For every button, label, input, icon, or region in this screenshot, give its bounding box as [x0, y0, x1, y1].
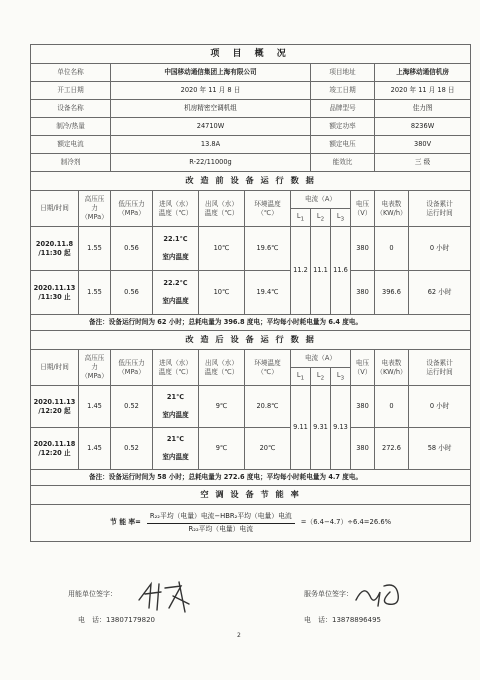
col-header-l3: $L_3$	[331, 368, 351, 386]
col-header-runtime: 设备累计 运行时间	[409, 350, 471, 386]
overview-label: 额定功率	[311, 118, 375, 136]
overview-value: 机房精密空调机组	[111, 100, 311, 118]
cell-high-pressure: 1.55	[79, 271, 111, 315]
col-header-voltage: 电压 （V）	[351, 191, 375, 227]
before-section-title: 改 造 前 设 备 运 行 数 据	[31, 172, 471, 191]
cell-current-l3: 9.13	[331, 386, 351, 470]
formula-numerator: R₂₂平均（电量）电流−HBR₂平均（电量）电流	[147, 512, 295, 523]
cell-high-pressure: 1.45	[79, 428, 111, 470]
col-header-low-pressure: 低压压力 （MPa）	[111, 350, 153, 386]
overview-label: 制冷剂	[31, 154, 111, 172]
overview-label: 品牌型号	[311, 100, 375, 118]
after-note: 备注：设备运行时间为 58 小时；总耗电量为 272.6 度电；平均每小时耗电量为 4.7 度电。	[31, 470, 471, 486]
cell-voltage: 380	[351, 227, 375, 271]
overview-value: 2020 年 11 月 8 日	[111, 82, 311, 100]
cell-datetime: 2020.11.13 /12:20 起	[31, 386, 79, 428]
overview-label: 单位名称	[31, 64, 111, 82]
overview-value: 佳力图	[375, 100, 471, 118]
overview-label: 项目地址	[311, 64, 375, 82]
cell-inlet-temp: 22.2℃ 室内温度	[153, 271, 199, 315]
col-header-ambient-temp: 环境温度 （℃）	[245, 350, 291, 386]
table-row	[31, 271, 471, 315]
cell-inlet-temp: 21℃ 室内温度	[153, 428, 199, 470]
cell-ambient-temp: 19.6℃	[245, 227, 291, 271]
overview-value: 上海移动通信机房	[375, 64, 471, 82]
cell-runtime: 0 小时	[409, 386, 471, 428]
cell-low-pressure: 0.52	[111, 428, 153, 470]
overview-label: 开工日期	[31, 82, 111, 100]
cell-runtime: 58 小时	[409, 428, 471, 470]
col-header-high-pressure: 高压压 力 （MPa）	[79, 191, 111, 227]
col-header-l1: $L_1$	[291, 368, 311, 386]
page-number: 2	[237, 632, 241, 639]
overview-label: 额定电压	[311, 136, 375, 154]
col-header-low-pressure: 低压压力 （MPa）	[111, 191, 153, 227]
cell-current-l3: 11.6	[331, 227, 351, 315]
cell-voltage: 380	[351, 428, 375, 470]
cell-voltage: 380	[351, 271, 375, 315]
service-signature-label: 服务单位签字：	[304, 590, 353, 598]
formula-label: 节 能 率=	[110, 518, 141, 527]
table-row	[31, 227, 471, 271]
overview-value: 13.8A	[111, 136, 311, 154]
formula-result: =（6.4−4.7）÷6.4=26.6%	[300, 518, 392, 527]
user-handwritten-signature	[135, 578, 197, 616]
col-header-datetime: 日期/时间	[31, 191, 79, 227]
overview-value: 中国移动通信集团上海有限公司	[111, 64, 311, 82]
cell-runtime: 0 小时	[409, 227, 471, 271]
cell-high-pressure: 1.55	[79, 227, 111, 271]
col-header-l1: $L_1$	[291, 209, 311, 227]
col-header-inlet-temp: 进风（水） 温度（℃）	[153, 350, 199, 386]
overview-label: 设备名称	[31, 100, 111, 118]
overview-value: 24710W	[111, 118, 311, 136]
cell-low-pressure: 0.52	[111, 386, 153, 428]
col-header-high-pressure: 高压压 力 （MPa）	[79, 350, 111, 386]
col-header-runtime: 设备累计 运行时间	[409, 191, 471, 227]
overview-title: 项 目 概 况	[31, 45, 471, 64]
col-header-meter: 电表数 （KW/h）	[375, 350, 409, 386]
cell-ambient-temp: 20℃	[245, 428, 291, 470]
cell-low-pressure: 0.56	[111, 271, 153, 315]
service-handwritten-signature	[350, 580, 412, 612]
cell-meter: 0	[375, 386, 409, 428]
cell-current-l2: 11.1	[311, 227, 331, 315]
col-header-current: 电流（A）	[291, 191, 351, 209]
col-header-ambient-temp: 环境温度 （℃）	[245, 191, 291, 227]
cell-current-l1: 11.2	[291, 227, 311, 315]
col-header-l3: $L_3$	[331, 209, 351, 227]
col-header-current: 电流（A）	[291, 350, 351, 368]
after-section-title: 改 造 后 设 备 运 行 数 据	[31, 331, 471, 350]
service-phone: 电 话：13878896495	[304, 616, 381, 624]
cell-inlet-temp: 21℃ 室内温度	[153, 386, 199, 428]
cell-outlet-temp: 9℃	[199, 386, 245, 428]
cell-outlet-temp: 10℃	[199, 227, 245, 271]
table-row	[31, 386, 471, 428]
cell-meter: 0	[375, 227, 409, 271]
savings-section-title: 空 调 设 备 节 能 率	[31, 486, 471, 505]
cell-ambient-temp: 19.4℃	[245, 271, 291, 315]
col-header-inlet-temp: 进风（水） 温度（℃）	[153, 191, 199, 227]
cell-low-pressure: 0.56	[111, 227, 153, 271]
cell-current-l2: 9.31	[311, 386, 331, 470]
cell-meter: 272.6	[375, 428, 409, 470]
formula-fraction	[147, 512, 295, 533]
user-signature-label: 用能单位签字：	[68, 590, 117, 598]
formula-denominator: R₂₂平均（电量）电流	[188, 524, 254, 533]
cell-outlet-temp: 9℃	[199, 428, 245, 470]
overview-value: 380V	[375, 136, 471, 154]
table-row	[31, 428, 471, 470]
cell-datetime: 2020.11.13 /11:30 止	[31, 271, 79, 315]
overview-value: 8236W	[375, 118, 471, 136]
cell-inlet-temp: 22.1℃ 室内温度	[153, 227, 199, 271]
col-header-l2: $L_2$	[311, 209, 331, 227]
cell-datetime: 2020.11.8 /11:30 起	[31, 227, 79, 271]
col-header-datetime: 日期/时间	[31, 350, 79, 386]
cell-voltage: 380	[351, 386, 375, 428]
overview-label: 竣工日期	[311, 82, 375, 100]
overview-value: R-22/11000g	[111, 154, 311, 172]
user-phone: 电 话：13807179820	[78, 616, 155, 624]
cell-runtime: 62 小时	[409, 271, 471, 315]
report-table	[30, 44, 471, 542]
cell-high-pressure: 1.45	[79, 386, 111, 428]
col-header-outlet-temp: 出风（水） 温度（℃）	[199, 191, 245, 227]
cell-current-l1: 9.11	[291, 386, 311, 470]
overview-label: 额定电流	[31, 136, 111, 154]
before-note: 备注：设备运行时间为 62 小时；总耗电量为 396.8 度电；平均每小时耗电量为 6.4 度电。	[31, 315, 471, 331]
cell-outlet-temp: 10℃	[199, 271, 245, 315]
col-header-meter: 电表数 （KW/h）	[375, 191, 409, 227]
cell-meter: 396.6	[375, 271, 409, 315]
cell-datetime: 2020.11.18 /12:20 止	[31, 428, 79, 470]
col-header-l2: $L_2$	[311, 368, 331, 386]
savings-formula	[31, 505, 471, 542]
cell-ambient-temp: 20.8℃	[245, 386, 291, 428]
overview-label: 制冷/热量	[31, 118, 111, 136]
overview-value: 2020 年 11 月 18 日	[375, 82, 471, 100]
overview-label: 能效比	[311, 154, 375, 172]
col-header-voltage: 电压 （V）	[351, 350, 375, 386]
overview-value: 三 级	[375, 154, 471, 172]
report-page	[30, 44, 470, 542]
col-header-outlet-temp: 出风（水） 温度（℃）	[199, 350, 245, 386]
